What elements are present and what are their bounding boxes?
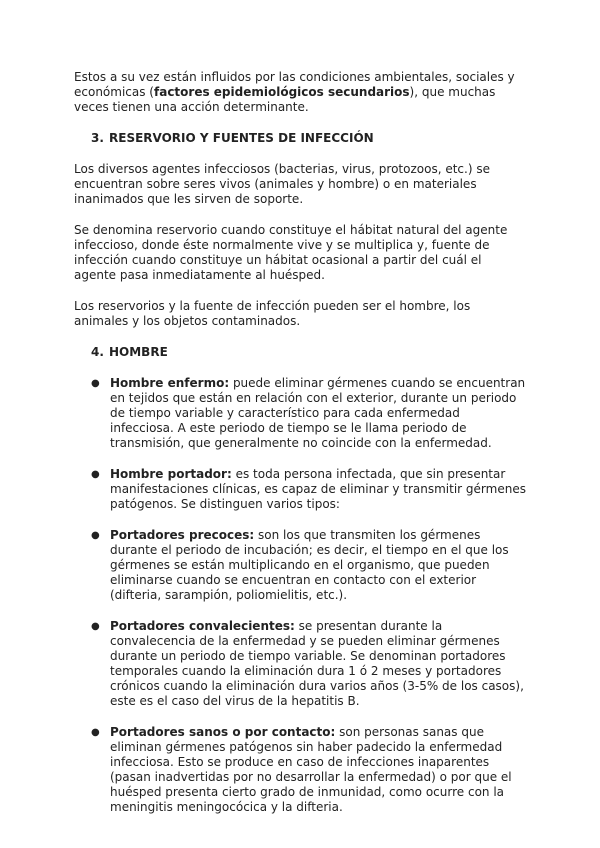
bullet-icon: ●	[91, 621, 100, 632]
section-3-number: 3.	[91, 131, 104, 145]
list-item-term: Portadores precoces:	[110, 528, 255, 542]
list-item	[74, 467, 526, 512]
list-item-term: Portadores sanos o por contacto:	[110, 725, 336, 739]
section-3-heading	[91, 131, 526, 146]
intro-bold-term: factores epidemiológicos secundarios	[154, 85, 410, 99]
document-page	[74, 70, 526, 831]
section-4-title: HOMBRE	[109, 345, 168, 359]
bullet-icon: ●	[91, 727, 100, 738]
list-item	[74, 619, 526, 709]
bullet-icon: ●	[91, 378, 100, 389]
section-3-paragraph-3: Los reservorios y la fuente de infección pueden ser el hombre, los animales y los objetos contaminados.	[74, 299, 471, 328]
list-item-term: Portadores convalecientes:	[110, 619, 295, 633]
section-3-paragraph-2: Se denomina reservorio cuando constituye el hábitat natural del agente infeccioso, donde éste normalmente vive y se multiplica y, fuente de infección cuando constituye un hábitat ocasional a partir del cuál el agente pasa inmediatamente al huésped.	[74, 223, 508, 282]
intro-paragraph	[74, 70, 526, 115]
section-4-number: 4.	[91, 345, 104, 359]
section-4-heading	[91, 345, 526, 360]
list-item	[74, 376, 526, 451]
list-item-text: son los que transmiten los gérmenes durante el periodo de incubación; es decir, el tiempo en el que los gérmenes se están multiplicando en el organismo, que pueden eliminarse cuando se encuentran en contacto con el exterior (difteria, sarampión, poliomielitis, etc.).	[110, 528, 509, 602]
list-item-text: son personas sanas que eliminan gérmenes patógenos sin haber padecido la enfermedad infecciosa. Esto se produce en caso de infecciones inaparentes (pasan inadvertidas por no desarrollar la enfermedad) o por que el huésped presenta cierto grado de inmunidad, como ocurre con la meningitis meningocócica y la difteria.	[110, 725, 512, 814]
intro-text-before: Estos a su vez están influidos por las condiciones ambientales, sociales y económicas (	[74, 70, 515, 99]
list-item-text: se presentan durante la convalecencia de la enfermedad y se pueden eliminar gérmenes durante un periodo de tiempo variable. Se denominan portadores temporales cuando la eliminación dura 1 ó 2 meses y portadores crónicos cuando la eliminación dura varios años (3-5% de los casos), este es el caso del virus de la hepatitis B.	[110, 619, 524, 708]
list-item-term: Hombre enfermo:	[110, 376, 230, 390]
list-item-term: Hombre portador:	[110, 467, 232, 481]
list-item-text: puede eliminar gérmenes cuando se encuentran en tejidos que están en relación con el exterior, durante un periodo de tiempo variable y característico para cada enfermedad infecciosa. A este periodo de tiempo se le llama periodo de transmisión, que generalmente no coincide con la enfermedad.	[110, 376, 526, 450]
section-3-title: RESERVORIO Y FUENTES DE INFECCIÓN	[109, 131, 374, 145]
section-4-list	[74, 376, 526, 815]
list-item-text: es toda persona infectada, que sin presentar manifestaciones clínicas, es capaz de eliminar y transmitir gérmenes patógenos. Se distinguen varios tipos:	[110, 467, 526, 511]
intro-text-after: ), que muchas veces tienen una acción determinante.	[74, 85, 496, 114]
bullet-icon: ●	[91, 530, 100, 541]
list-item	[74, 528, 526, 603]
list-item	[74, 725, 526, 815]
section-3-paragraph-1: Los diversos agentes infecciosos (bacterias, virus, protozoos, etc.) se encuentran sobre seres vivos (animales y hombre) o en materiales inanimados que les sirven de soporte.	[74, 162, 490, 206]
bullet-icon: ●	[91, 469, 100, 480]
